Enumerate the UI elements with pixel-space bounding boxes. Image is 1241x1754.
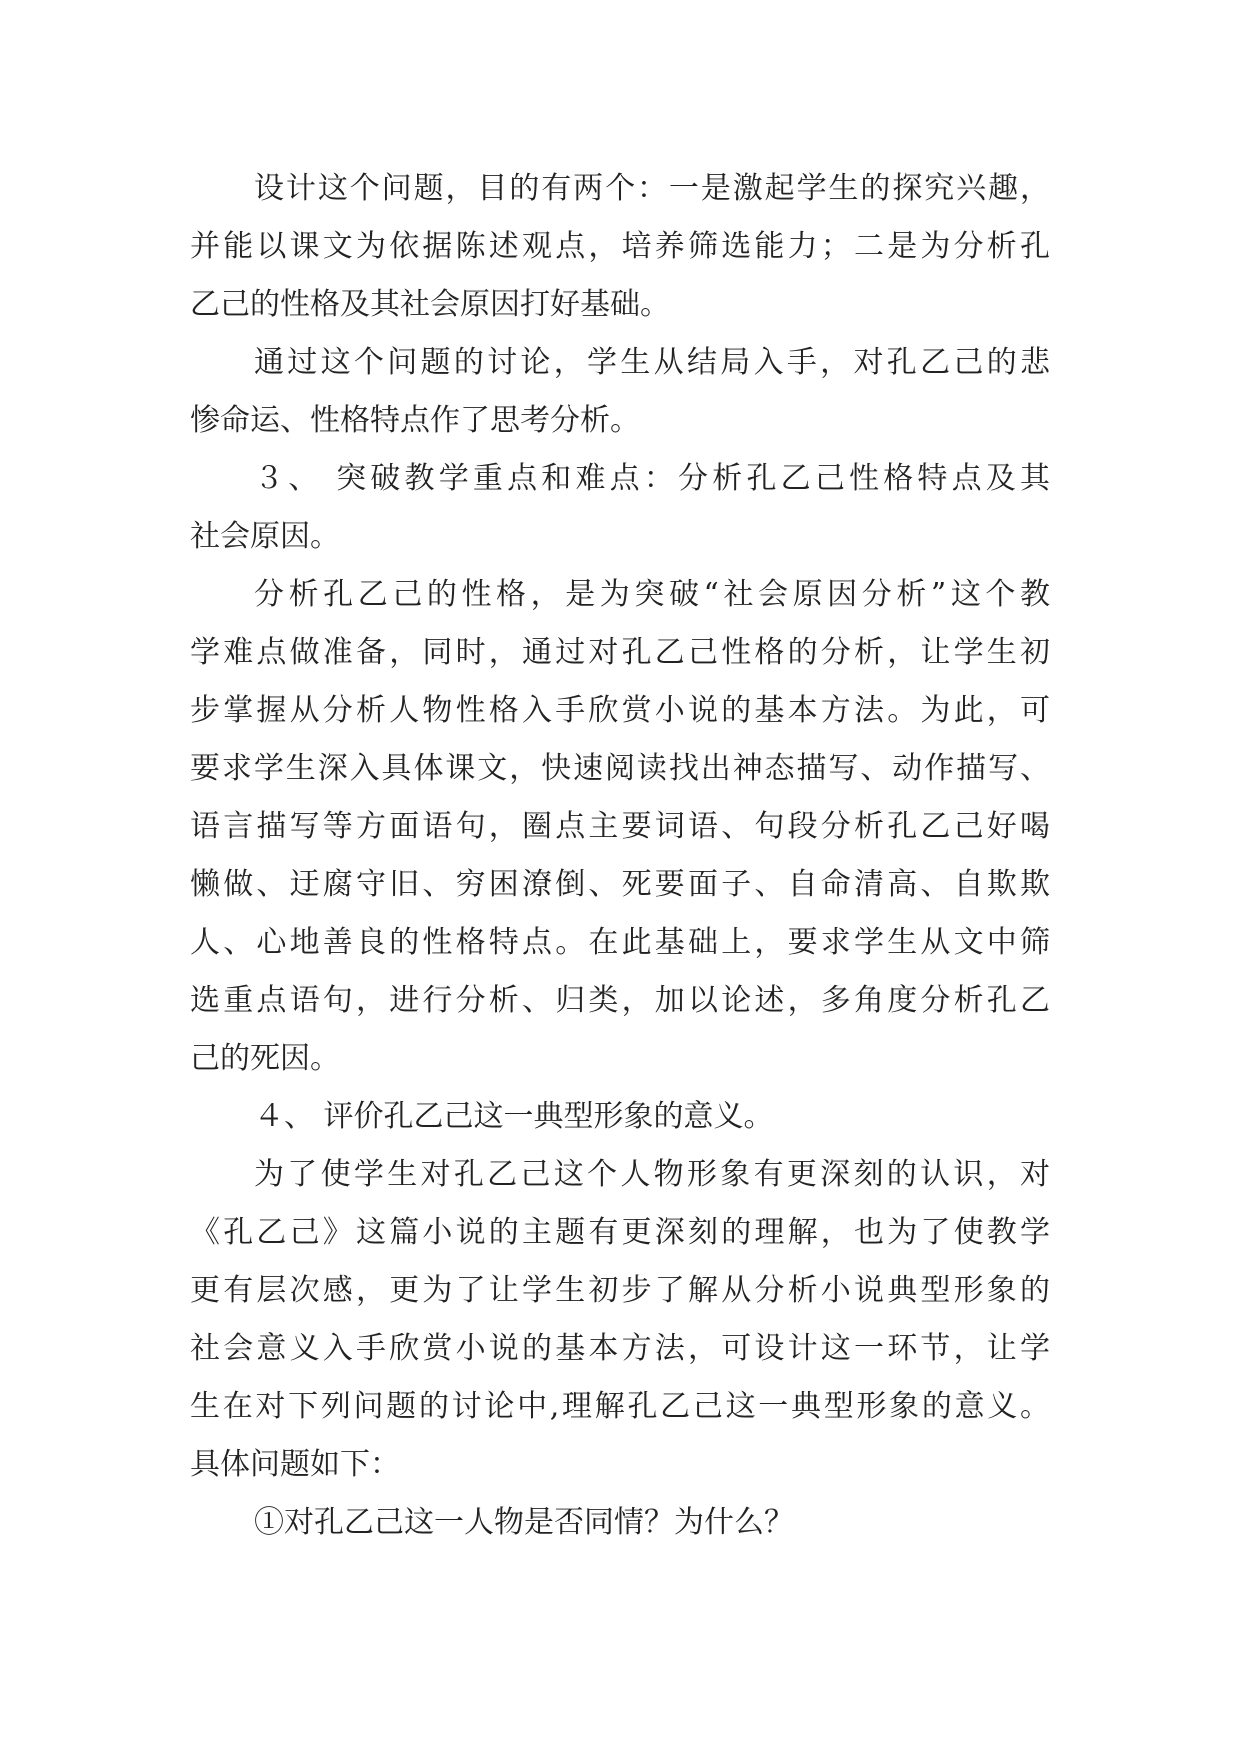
text-line: 为了使学生对孔乙己这个人物形象有更深刻的认识，对 [254, 1157, 1050, 1192]
section-heading-3 [190, 450, 1050, 566]
text-line: ３、 突破教学重点和难点：分析孔乙己性格特点及其 [254, 461, 1050, 496]
text-line: 惨命运、性格特点作了思考分析。 [190, 403, 640, 438]
text-line: 通过这个问题的讨论，学生从结局入手，对孔乙己的悲 [254, 345, 1050, 380]
text-line: 设计这个问题，目的有两个：一是激起学生的探究兴趣， [254, 171, 1050, 206]
text-line: 乙己的性格及其社会原因打好基础。 [190, 287, 670, 322]
text-line: 分析孔乙己的性格，是为突破“社会原因分析”这个教 [254, 577, 1050, 612]
text-line: 懒做、迂腐守旧、穷困潦倒、死要面子、自命清高、自欺欺 [190, 867, 1050, 902]
text-line: 社会原因。 [190, 519, 340, 554]
text-line: 并能以课文为依据陈述观点，培养筛选能力；二是为分析孔 [190, 229, 1050, 264]
text-line: 选重点语句，进行分析、归类，加以论述，多角度分析孔乙 [190, 983, 1050, 1018]
paragraph-typical-image [190, 1146, 1050, 1494]
text-line: 步掌握从分析人物性格入手欣赏小说的基本方法。为此，可 [190, 693, 1050, 728]
text-line: 要求学生深入具体课文，快速阅读找出神态描写、动作描写、 [190, 751, 1050, 786]
paragraph-character-analysis [190, 566, 1050, 1088]
paragraph-discussion [190, 334, 1050, 450]
question-item-1 [190, 1494, 1050, 1552]
text-line: 具体问题如下： [190, 1447, 400, 1482]
text-line: 社会意义入手欣赏小说的基本方法，可设计这一环节，让学 [190, 1331, 1050, 1366]
section-heading-4 [190, 1088, 1050, 1146]
text-line: 《孔乙己》这篇小说的主题有更深刻的理解，也为了使教学 [190, 1215, 1050, 1250]
document-body [190, 160, 1050, 1552]
text-line: 更有层次感，更为了让学生初步了解从分析小说典型形象的 [190, 1273, 1050, 1308]
text-line: 己的死因。 [190, 1041, 340, 1076]
text-line: 语言描写等方面语句，圈点主要词语、句段分析孔乙己好喝 [190, 809, 1050, 844]
text-line: 生在对下列问题的讨论中,理解孔乙己这一典型形象的意义。 [190, 1389, 1050, 1424]
paragraph-purpose [190, 160, 1050, 334]
text-line: ４、 评价孔乙己这一典型形象的意义。 [254, 1099, 774, 1134]
text-line: 人、心地善良的性格特点。在此基础上，要求学生从文中筛 [190, 925, 1050, 960]
text-line: 学难点做准备，同时，通过对孔乙己性格的分析，让学生初 [190, 635, 1050, 670]
text-line: ①对孔乙己这一人物是否同情？为什么？ [254, 1505, 794, 1540]
